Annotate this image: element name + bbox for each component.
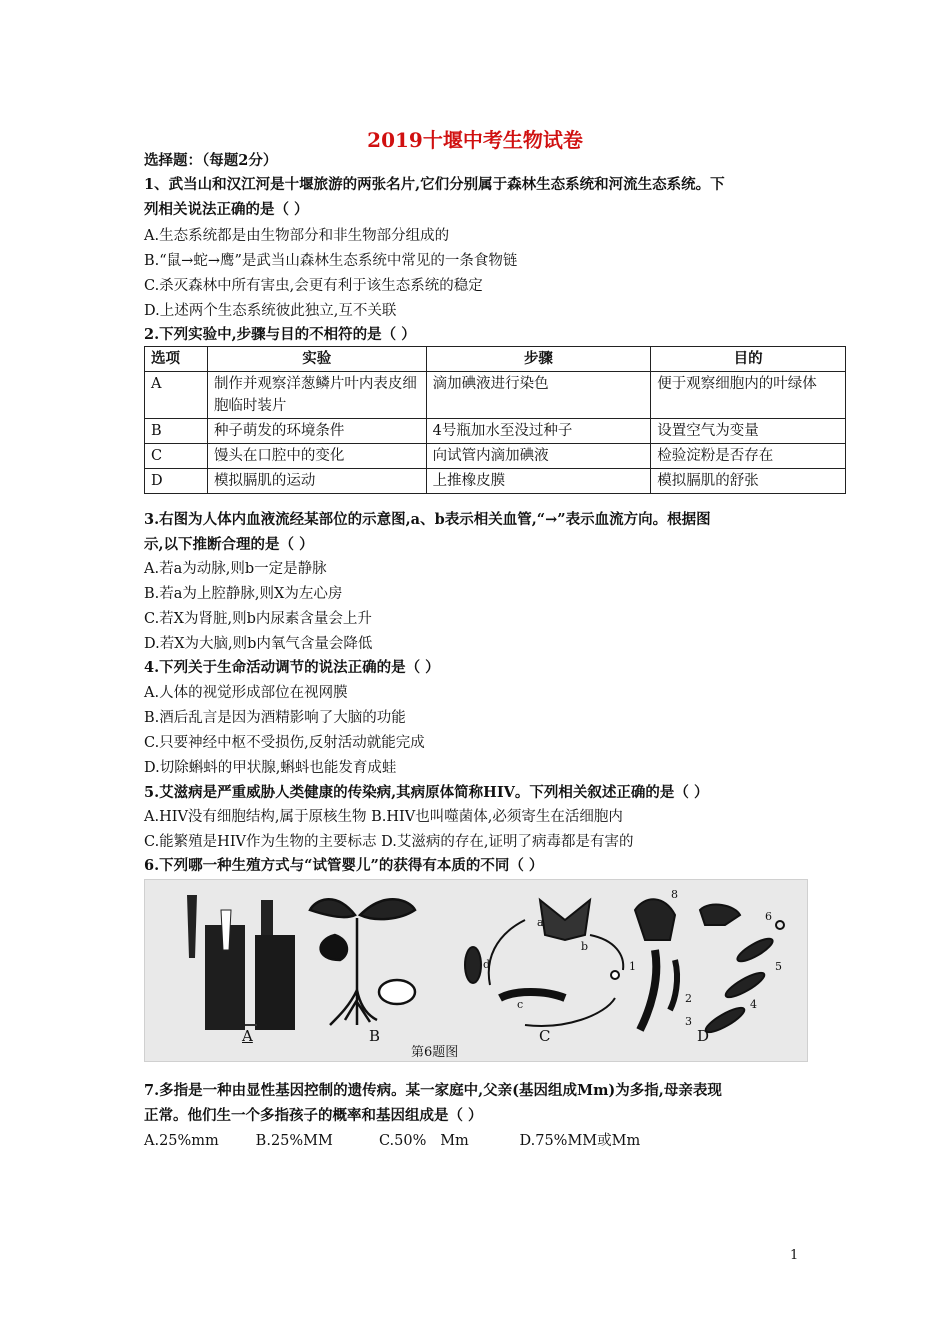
q6-stem: 6.下列哪一种生殖方式与“试管婴儿”的获得有本质的不同（ ） [144, 857, 544, 874]
table-header: 目的 [651, 347, 846, 372]
figure-sublabel: 8 [671, 888, 678, 901]
figure-sublabel: 1 [629, 960, 636, 973]
q7-stem-line2: 正常。他们生一个多指孩子的概率和基因组成是（ ） [144, 1107, 483, 1124]
figure-sublabel: a [537, 916, 544, 929]
q4-option-c: C.只要神经中枢不受损伤,反射活动就能完成 [144, 735, 425, 751]
table-cell: 检验淀粉是否存在 [651, 444, 846, 469]
q2-table [144, 346, 846, 494]
table-row [145, 372, 846, 419]
figure-sublabel: 6 [765, 910, 772, 923]
table-row [145, 469, 846, 494]
table-header: 实验 [207, 347, 426, 372]
q3-stem-line1: 3.右图为人体内血液流经某部位的示意图,a、b表示相关血管,“→”表示血流方向。根据图 [144, 511, 711, 528]
q6-figure [144, 879, 808, 1062]
table-row [145, 419, 846, 444]
table-cell: 便于观察细胞内的叶绿体 [651, 372, 846, 419]
q3-stem-line2: 示,以下推断合理的是（ ） [144, 536, 314, 553]
table-cell: 模拟膈肌的舒张 [651, 469, 846, 494]
q1-option-b: B.“鼠→蛇→鹰”是武当山森林生态系统中常见的一条食物链 [144, 253, 518, 269]
q3-option-a: A.若a为动脉,则b一定是静脉 [144, 561, 327, 577]
table-header-row [145, 347, 846, 372]
q7-options: A.25%mm B.25%MM C.50% Mm D.75%MM或Mm [144, 1133, 641, 1149]
q7-stem-line1: 7.多指是一种由显性基因控制的遗传病。某一家庭中,父亲(基因组成Mm)为多指,母亲表现 [144, 1082, 722, 1099]
q3-option-c: C.若X为肾脏,则b内尿素含量会上升 [144, 611, 372, 627]
figure-label: D [697, 1027, 710, 1045]
q1-stem-line2: 列相关说法正确的是（ ） [144, 201, 309, 218]
table-cell: 模拟膈肌的运动 [207, 469, 426, 494]
q5-options-cd: C.能繁殖是HIV作为生物的主要标志 D.艾滋病的存在,证明了病毒都是有害的 [144, 834, 634, 850]
figure-label: B [369, 1027, 381, 1045]
q2-stem: 2.下列实验中,步骤与目的不相符的是（ ） [144, 326, 416, 343]
q1-option-a: A.生态系统都是由生物部分和非生物部分组成的 [144, 228, 450, 244]
page-title: 2019十堰中考生物试卷 [367, 128, 583, 152]
q4-stem: 4.下列关于生命活动调节的说法正确的是（ ） [144, 659, 440, 676]
q4-option-b: B.酒后乱言是因为酒精影响了大脑的功能 [144, 710, 406, 726]
figure-sublabel: 2 [685, 992, 692, 1005]
table-cell: 种子萌发的环境条件 [207, 419, 426, 444]
figure-caption: 第6题图 [411, 1045, 459, 1060]
grafting-illustration [187, 895, 295, 1030]
figure-sublabel: 3 [685, 1015, 692, 1028]
q3-option-d: D.若X为大脑,则b内氧气含量会降低 [144, 636, 373, 652]
page-number: 1 [790, 1248, 799, 1263]
table-cell: 设置空气为变量 [651, 419, 846, 444]
frog-development-illustration [635, 899, 784, 1036]
table-cell: 向试管内滴加碘液 [426, 444, 651, 469]
q4-option-a: A.人体的视觉形成部位在视网膜 [144, 685, 348, 701]
table-cell: 馒头在口腔中的变化 [207, 444, 426, 469]
table-cell: 上推橡皮膜 [426, 469, 651, 494]
figure-sublabel: 4 [750, 998, 757, 1011]
figure-sublabel: b [581, 940, 589, 953]
q1-stem-line1: 1、武当山和汉江河是十堰旅游的两张名片,它们分别属于森林生态系统和河流生态系统。下 [144, 176, 725, 193]
figure-sublabel: c [517, 998, 524, 1011]
table-cell: B [145, 419, 208, 444]
table-header: 选项 [145, 347, 208, 372]
table-cell: C [145, 444, 208, 469]
table-cell: A [145, 372, 208, 419]
table-cell: D [145, 469, 208, 494]
q1-option-c: C.杀灭森林中所有害虫,会更有利于该生态系统的稳定 [144, 278, 483, 294]
figure-label: A [242, 1027, 253, 1045]
table-header: 步骤 [426, 347, 651, 372]
seedling-illustration [310, 899, 415, 1025]
q5-stem: 5.艾滋病是严重威胁人类健康的传染病,其病原体简称HIV。下列相关叙述正确的是（ ） [144, 784, 709, 801]
table-cell: 4号瓶加水至没过种子 [426, 419, 651, 444]
q5-options-ab: A.HIV没有细胞结构,属于原核生物 B.HIV也叫噬菌体,必须寄生在活细胞内 [144, 809, 623, 825]
figure-label: C [539, 1027, 551, 1045]
table-cell: 滴加碘液进行染色 [426, 372, 651, 419]
section-heading: 选择题：（每题2分） [144, 152, 278, 169]
figure-sublabel: 5 [775, 960, 782, 973]
table-cell: 制作并观察洋葱鳞片叶内表皮细胞临时装片 [207, 372, 426, 419]
q4-option-d: D.切除蝌蚪的甲状腺,蝌蚪也能发育成蛙 [144, 760, 397, 776]
q1-option-d: D.上述两个生态系统彼此独立,互不关联 [144, 303, 397, 319]
table-row [145, 444, 846, 469]
q3-option-b: B.若a为上腔静脉,则X为左心房 [144, 586, 343, 602]
figure-sublabel: d [483, 958, 491, 971]
